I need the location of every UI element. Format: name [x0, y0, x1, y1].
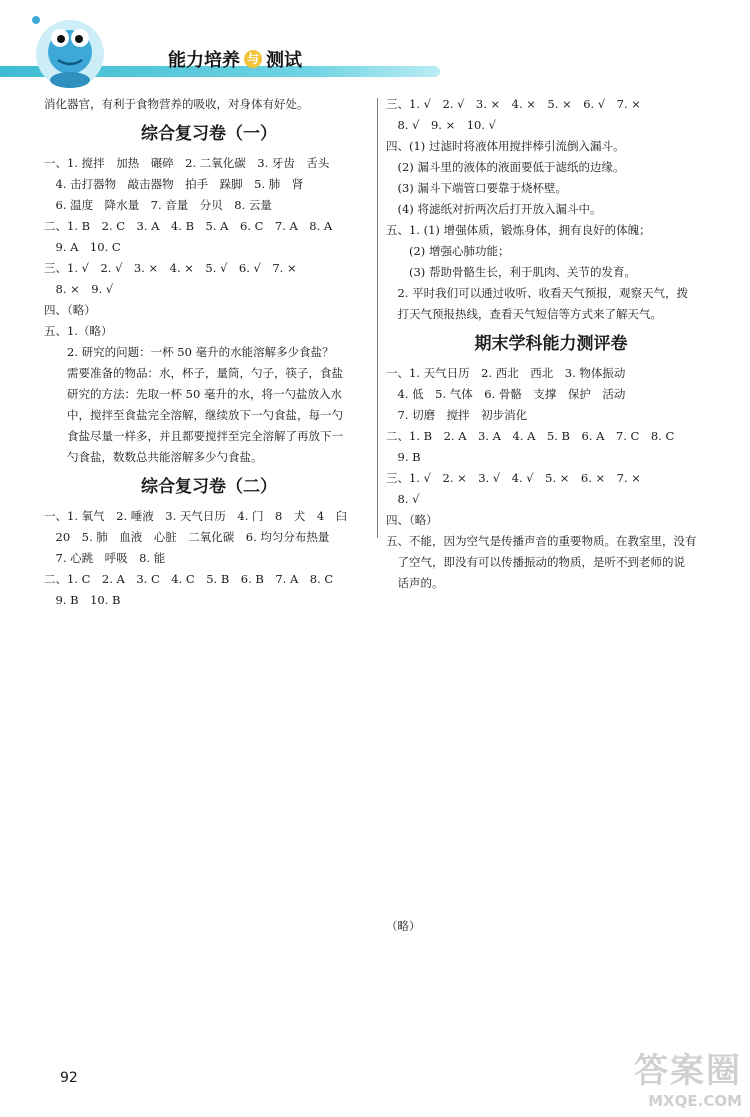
answer-line: 20 5. 肺 血液 心脏 二氧化碳 6. 均匀分布热量: [44, 530, 330, 544]
section-title-final-exam: 期末学科能力测评卷: [474, 334, 628, 354]
answer-line: 四、（略）: [386, 513, 438, 527]
answer-line: (2) 漏斗里的液体的液面要低于滤纸的边缘。: [386, 160, 625, 174]
answer-line: 中，搅拌至食盐完全溶解，继续放下一勺食盐，每一勺: [44, 408, 343, 422]
answer-line: (2) 增强心肺功能；: [386, 244, 510, 258]
answer-line: 三、1. √ 2. √ 3. × 4. × 5. × 6. √ 7. ×: [386, 97, 641, 111]
answer-line: 了空气，即没有可以传播振动的物质，是听不到老师的说: [386, 555, 685, 569]
page-number: 92: [60, 1070, 78, 1086]
answer-line: (3) 漏斗下端管口要靠于烧杯壁。: [386, 181, 567, 195]
section-title-review2: 综合复习卷（二）: [141, 477, 277, 497]
answer-line: 研究的方法：先取一杯 50 毫升的水，将一勺盐放入水: [44, 387, 342, 401]
answer-line: 一、1. 氧气 2. 唾液 3. 天气日历 4. 门 8 犬 4 臼: [44, 509, 348, 523]
column-divider: [377, 98, 378, 538]
answer-line: 9. A 10. C: [44, 240, 121, 254]
answer-line: 8. √: [386, 492, 420, 506]
frog-mascot-icon: [28, 8, 112, 94]
watermark: [582, 1043, 742, 1113]
answer-line: 8. √ 9. × 10. √: [386, 118, 496, 132]
answer-line: 打天气预报热线，查看天气短信等方式来了解天气。: [386, 307, 662, 321]
answer-line: 五、不能，因为空气是传播声音的重要物质。在教室里，没有: [386, 534, 697, 548]
bottom-note: （略）: [386, 919, 421, 933]
answer-line: (4) 将滤纸对折两次后打开放入漏斗中。: [386, 202, 602, 216]
answer-line: 五、1.（略）: [44, 324, 113, 338]
answer-line: 一、1. 搅拌 加热 碾碎 2. 二氧化碳 3. 牙齿 舌头: [44, 156, 330, 170]
intro-line: 消化器官，有利于食物营养的吸收，对身体有好处。: [44, 97, 309, 111]
answer-line: 7. 切磨 搅拌 初步消化: [386, 408, 528, 422]
answer-line: 话声的。: [386, 576, 444, 590]
answer-line: 五、1. (1) 增强体质，锻炼身体，拥有良好的体魄；: [386, 223, 651, 237]
answer-line: 6. 温度 降水量 7. 音量 分贝 8. 云量: [44, 198, 272, 212]
answer-line: 四、(1) 过滤时将液体用搅拌棒引流倒入漏斗。: [386, 139, 625, 153]
answer-line: 4. 低 5. 气体 6. 骨骼 支撑 保护 活动: [386, 387, 626, 401]
answer-line: 4. 击打器物 敲击器物 拍手 跺脚 5. 肺 肾: [44, 177, 304, 191]
answer-line: 2. 平时我们可以通过收听、收看天气预报，观察天气，拨: [386, 286, 689, 300]
answer-line: 8. × 9. √: [44, 282, 114, 296]
brand-part1: 能力培养: [168, 50, 240, 71]
page-header: [0, 0, 750, 92]
answer-line: 二、1. C 2. A 3. C 4. C 5. B 6. B 7. A 8. C: [44, 572, 334, 586]
answer-line: 9. B 10. B: [44, 593, 121, 607]
answer-line: 食盐尽量一样多，并且都要搅拌至完全溶解了再放下一: [44, 429, 343, 443]
answer-line: 四、（略）: [44, 303, 96, 317]
watermark-url: MXQE.COM: [648, 1092, 742, 1110]
answer-line: 一、1. 天气日历 2. 西北 西北 3. 物体振动: [386, 366, 626, 380]
answer-line: (3) 帮助骨骼生长，利于肌肉、关节的发育。: [386, 265, 636, 279]
brand-part2: 测试: [266, 50, 302, 71]
answer-line: 勺食盐，数数总共能溶解多少勺食盐。: [44, 450, 263, 464]
answer-line: 二、1. B 2. C 3. A 4. B 5. A 6. C 7. A 8. A: [44, 219, 333, 233]
answer-line: 9. B: [386, 450, 421, 464]
brand-title: [168, 46, 302, 72]
answer-line: 二、1. B 2. A 3. A 4. A 5. B 6. A 7. C 8. C: [386, 429, 675, 443]
answer-line: 三、1. √ 2. √ 3. × 4. × 5. √ 6. √ 7. ×: [44, 261, 297, 275]
answer-line: 需要准备的物品：水，杯子，量筒，勺子，筷子，食盐: [44, 366, 343, 380]
brand-connector-badge: 与: [244, 50, 262, 68]
section-title-review1: 综合复习卷（一）: [141, 124, 277, 144]
left-column: [44, 94, 374, 611]
answer-line: 三、1. √ 2. × 3. √ 4. √ 5. × 6. × 7. ×: [386, 471, 641, 485]
watermark-logo: 答案圈: [634, 1051, 742, 1091]
right-column: [386, 94, 716, 594]
answer-line: 7. 心跳 呼吸 8. 能: [44, 551, 166, 565]
answer-line: 2. 研究的问题：一杯 50 毫升的水能溶解多少食盐？: [44, 345, 334, 359]
